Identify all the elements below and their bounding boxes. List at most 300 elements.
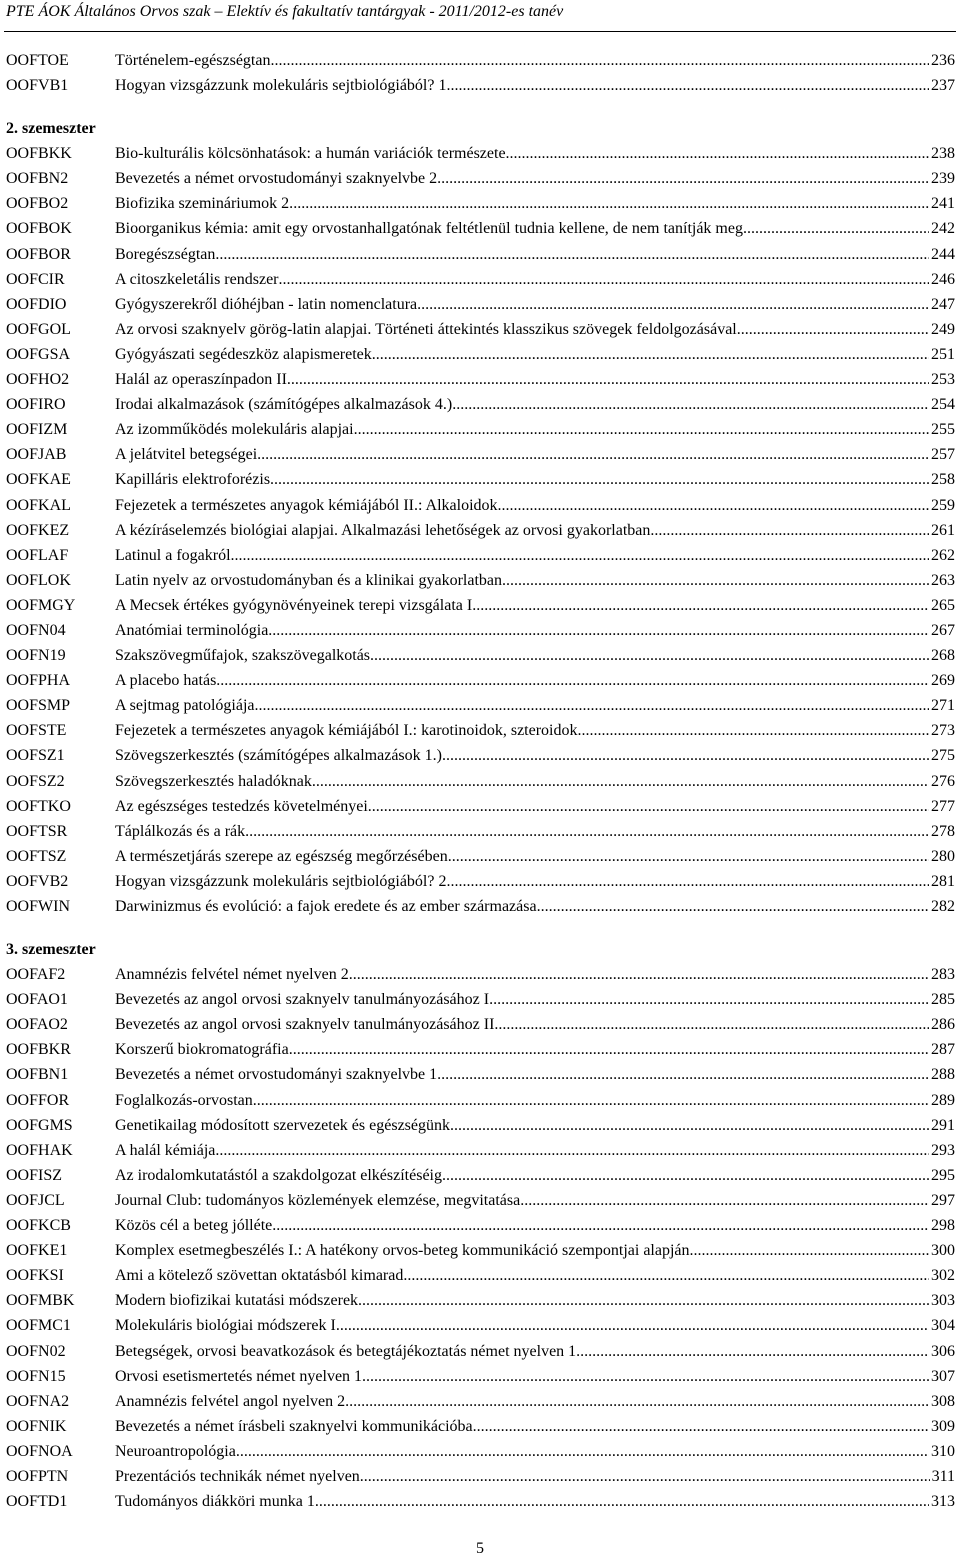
course-title: Ami a kötelező szövettan oktatásból kimarad	[115, 1267, 404, 1285]
course-code: OOFLAF	[6, 546, 69, 564]
toc-entry[interactable]	[6, 718, 955, 743]
dot-leader	[372, 342, 929, 367]
toc-entry[interactable]	[6, 769, 955, 794]
toc-entry[interactable]	[6, 242, 955, 267]
course-title-wrap	[115, 794, 929, 819]
course-title-wrap	[115, 141, 929, 166]
course-title: Az irodalomkutatástól a szakdolgozat elkészítéséig	[115, 1166, 442, 1184]
course-title-wrap	[115, 718, 929, 743]
course-title-wrap	[115, 894, 929, 919]
dot-leader	[498, 1012, 929, 1037]
toc-entry[interactable]	[6, 568, 955, 593]
course-title-wrap	[115, 467, 929, 492]
dot-leader	[493, 987, 929, 1012]
course-code: OOFSZ2	[6, 772, 65, 790]
page-ref: 277	[931, 797, 955, 815]
toc-entry[interactable]	[6, 869, 955, 894]
course-title-wrap	[115, 1263, 929, 1288]
course-title-wrap	[115, 962, 929, 987]
course-title: Az izomműködés molekuláris alapjai	[115, 421, 354, 439]
course-title: Tudományos diákköri munka 1.	[115, 1493, 319, 1511]
course-code: OOFN04	[6, 621, 66, 639]
course-title-wrap	[115, 191, 929, 216]
course-code: OOFSTE	[6, 722, 67, 740]
course-title-wrap	[115, 1138, 929, 1163]
toc-entry[interactable]	[6, 1364, 955, 1389]
course-code: OOFNA2	[6, 1392, 70, 1410]
course-code: OOFKSI	[6, 1267, 64, 1285]
dot-leader	[441, 166, 929, 191]
course-code: OOFPTN	[6, 1467, 69, 1485]
course-code: OOFN19	[6, 647, 66, 665]
toc-entry[interactable]	[6, 1339, 955, 1364]
course-title: Anatómiai terminológia	[115, 621, 269, 639]
toc-entry[interactable]	[6, 668, 955, 693]
course-title-wrap	[115, 367, 929, 392]
toc-entry[interactable]	[6, 1238, 955, 1263]
course-code: OOFGOL	[6, 320, 71, 338]
toc-entry[interactable]	[6, 1489, 955, 1514]
course-title: Journal Club: tudományos közlemények elemzése, megvitatása	[115, 1191, 521, 1209]
course-code: OOFN15	[6, 1367, 66, 1385]
page-number: 5	[476, 1540, 484, 1557]
course-title-wrap	[115, 987, 929, 1012]
page-ref: 251	[931, 345, 955, 363]
toc-entry[interactable]	[6, 1439, 955, 1464]
course-title-wrap	[115, 1037, 929, 1062]
toc-entry[interactable]	[6, 518, 955, 543]
page-ref: 307	[931, 1367, 955, 1385]
page-ref: 268	[931, 647, 955, 665]
section-heading: 2. szemeszter	[6, 120, 96, 138]
page-ref: 297	[931, 1191, 955, 1209]
dot-leader	[272, 1213, 929, 1238]
page-ref: 300	[931, 1242, 955, 1260]
dot-leader	[279, 267, 930, 292]
course-code: OOFVB1	[6, 77, 69, 95]
page-ref: 259	[931, 496, 955, 514]
course-code: OOFBN2	[6, 170, 69, 188]
section-gap	[6, 98, 955, 116]
dot-leader	[245, 819, 929, 844]
page-ref: 308	[931, 1392, 955, 1410]
page-ref: 246	[931, 270, 955, 288]
dot-leader	[215, 242, 929, 267]
dot-leader	[358, 1288, 929, 1313]
page-ref: 278	[931, 822, 955, 840]
course-title-wrap	[115, 1489, 929, 1514]
toc-entry[interactable]	[6, 1138, 955, 1163]
course-title: A placebo hatás	[115, 672, 217, 690]
course-title: Anamnézis felvétel angol nyelven 2.	[115, 1392, 350, 1410]
page-header: PTE ÁOK Általános Orvos szak – Elektív és fakultatív tantárgyak - 2011/2012-es tanév	[6, 3, 564, 20]
course-code: OOFTKO	[6, 797, 71, 815]
course-code: OOFKAE	[6, 471, 71, 489]
course-title: Betegségek, orvosi beavatkozások és betegtájékoztatás német nyelven 1.	[115, 1342, 581, 1360]
dot-leader	[366, 1364, 929, 1389]
course-title-wrap	[115, 1464, 930, 1489]
course-title-wrap	[115, 317, 929, 342]
course-title: A kézíráselemzés biológiai alapjai. Alkalmazási lehetőségek az orvosi gyakorlatban.	[115, 521, 655, 539]
course-title: Fejezetek a természetes anyagok kémiájából II.: Alkaloidok	[115, 496, 498, 514]
toc-entry[interactable]	[6, 342, 955, 367]
dot-leader	[255, 693, 929, 718]
dot-leader	[520, 1188, 929, 1213]
course-title: Genetikailag módosított szervezetek és egészségünk	[115, 1116, 450, 1134]
page-ref: 310	[931, 1442, 955, 1460]
course-title: A Mecsek értékes gyógynövényeinek terepi vizsgálata I.	[115, 596, 477, 614]
course-title: Szövegszerkesztés haladóknak	[115, 772, 312, 790]
dot-leader	[502, 568, 929, 593]
course-title-wrap	[115, 1088, 929, 1113]
toc-entry[interactable]	[6, 1313, 955, 1338]
course-code: OOFIRO	[6, 396, 66, 414]
course-title: Bevezetés a német orvostudományi szaknyelvbe 1.	[115, 1066, 442, 1084]
course-title-wrap	[115, 1012, 929, 1037]
dot-leader	[452, 392, 929, 417]
course-title: Biofizika szemináriumok 2.	[115, 195, 294, 213]
course-title: Közös cél a beteg jólléte	[115, 1217, 273, 1235]
course-title-wrap	[115, 643, 929, 668]
course-code: OOFKAL	[6, 496, 71, 514]
toc-entry[interactable]	[6, 467, 955, 492]
course-title-wrap	[115, 1439, 929, 1464]
page-ref: 242	[931, 220, 955, 238]
toc-entry[interactable]	[6, 1113, 955, 1138]
dot-leader	[253, 1088, 929, 1113]
course-title: Gyógyszerekről dióhéjban - latin nomenclatura	[115, 295, 418, 313]
toc-entry[interactable]	[6, 493, 955, 518]
page-ref: 276	[931, 772, 955, 790]
dot-leader	[340, 1313, 929, 1338]
course-title: Bevezetés az angol orvosi szaknyelv tanulmányozásához II.	[115, 1016, 499, 1034]
page-ref: 285	[931, 991, 955, 1009]
course-title: Az egészséges testedzés követelményei	[115, 797, 368, 815]
toc-entry[interactable]	[6, 543, 955, 568]
course-title: Bio-kulturális kölcsönhatások: a humán variációk természete	[115, 145, 506, 163]
course-code: OOFHO2	[6, 371, 70, 389]
page-ref: 254	[931, 396, 955, 414]
page-ref: 249	[931, 320, 955, 338]
page-ref: 255	[931, 421, 955, 439]
course-title-wrap	[115, 342, 929, 367]
course-title-wrap	[115, 442, 929, 467]
page-ref: 244	[931, 245, 955, 263]
toc-entry[interactable]	[6, 292, 955, 317]
dot-leader	[450, 869, 929, 894]
course-title-wrap	[115, 292, 929, 317]
dot-leader	[442, 743, 929, 768]
course-code: OOFJCL	[6, 1191, 65, 1209]
dot-leader	[448, 844, 929, 869]
course-title-wrap	[115, 1113, 929, 1138]
page-ref: 282	[931, 898, 955, 915]
toc-entry[interactable]	[6, 643, 955, 668]
toc-entry[interactable]	[6, 1213, 955, 1238]
course-code: OOFAF2	[6, 966, 66, 984]
course-code: OOFWIN	[6, 898, 70, 915]
dot-leader	[473, 1414, 929, 1439]
toc-entry[interactable]	[6, 141, 955, 166]
course-title-wrap	[115, 543, 929, 568]
dot-leader	[312, 769, 929, 794]
dot-leader	[580, 1339, 929, 1364]
course-title-wrap	[115, 1339, 929, 1364]
toc-entry[interactable]	[6, 844, 955, 869]
course-title: Korszerű biokromatográfia	[115, 1041, 289, 1059]
course-title-wrap	[115, 1288, 929, 1313]
page-ref: 298	[931, 1217, 955, 1235]
toc-entry[interactable]	[6, 794, 955, 819]
toc-entry[interactable]	[6, 417, 955, 442]
course-code: OOFJAB	[6, 446, 67, 464]
course-code: OOFVB2	[6, 872, 69, 890]
course-title: Hogyan vizsgázzunk molekuláris sejtbiológiából? 1.	[115, 77, 451, 95]
dot-leader	[403, 1263, 929, 1288]
course-code: OOFLOK	[6, 571, 71, 589]
toc-entry[interactable]	[6, 1288, 955, 1313]
course-title-wrap	[115, 73, 929, 98]
course-code: OOFAO2	[6, 1016, 68, 1034]
course-title-wrap	[115, 819, 929, 844]
dot-leader	[215, 1138, 929, 1163]
course-title: Neuroantropológia	[115, 1442, 236, 1460]
page-ref: 271	[931, 697, 955, 715]
course-code: OOFNIK	[6, 1417, 67, 1435]
section-heading: 3. szemeszter	[6, 941, 96, 959]
toc-entry[interactable]	[6, 962, 955, 987]
toc-entry[interactable]	[6, 73, 955, 98]
course-code: OOFBOR	[6, 245, 71, 263]
toc-entry[interactable]	[6, 743, 955, 768]
toc-entry[interactable]	[6, 1037, 955, 1062]
section-gap	[6, 919, 955, 937]
dot-leader	[289, 1037, 929, 1062]
dot-leader	[293, 191, 929, 216]
course-code: OOFBOK	[6, 220, 72, 238]
course-title: Az orvosi szaknyelv görög-latin alapjai. Történeti áttekintés klasszikus szövegek feldolgozásával	[115, 320, 737, 338]
course-code: OOFCIR	[6, 270, 65, 288]
course-code: OOFKEZ	[6, 521, 70, 539]
page-ref: 291	[931, 1116, 955, 1134]
page-ref: 280	[931, 847, 955, 865]
toc-entry[interactable]	[6, 191, 955, 216]
course-title-wrap	[115, 869, 929, 894]
course-title: Halál az operaszínpadon II.	[115, 371, 291, 389]
course-title: Táplálkozás és a rák	[115, 822, 246, 840]
toc-entry[interactable]	[6, 1188, 955, 1213]
course-code: OOFMGY	[6, 596, 76, 614]
page-ref: 275	[931, 747, 955, 765]
page-ref: 237	[931, 77, 955, 95]
course-code: OOFGSA	[6, 345, 71, 363]
page-ref: 303	[931, 1292, 955, 1310]
page-ref: 288	[931, 1066, 955, 1084]
dot-leader	[743, 216, 929, 241]
page-ref: 265	[931, 596, 955, 614]
dot-leader	[360, 1464, 930, 1489]
course-code: OOFFOR	[6, 1091, 70, 1109]
course-title-wrap	[115, 568, 929, 593]
course-code: OOFTSR	[6, 822, 68, 840]
course-code: OOFN02	[6, 1342, 66, 1360]
course-title: Szakszövegműfajok, szakszövegalkotás	[115, 647, 371, 665]
page-ref: 295	[931, 1166, 955, 1184]
page-ref: 239	[931, 170, 955, 188]
dot-leader	[506, 141, 929, 166]
dot-leader	[737, 317, 929, 342]
course-code: OOFTOE	[6, 52, 69, 69]
dot-leader	[353, 962, 929, 987]
toc-entry[interactable]	[6, 367, 955, 392]
course-title: Anamnézis felvétel német nyelven 2.	[115, 966, 353, 984]
toc-entry[interactable]	[6, 1062, 955, 1087]
course-title: Kapilláris elektroforézis	[115, 471, 271, 489]
page-ref: 247	[931, 295, 955, 313]
course-code: OOFBKR	[6, 1041, 71, 1059]
course-code: OOFTSZ	[6, 847, 67, 865]
course-title-wrap	[115, 844, 929, 869]
toc-entry[interactable]	[6, 166, 955, 191]
course-title: Hogyan vizsgázzunk molekuláris sejtbiológiából? 2.	[115, 872, 451, 890]
course-title-wrap	[115, 668, 929, 693]
page-ref: 309	[931, 1417, 955, 1435]
dot-leader	[231, 543, 929, 568]
toc-entry[interactable]	[6, 1414, 955, 1439]
course-code: OOFAO1	[6, 991, 68, 1009]
course-title-wrap	[115, 1163, 929, 1188]
course-title: Bioorganikus kémia: amit egy orvostanhallgatónak feltétlenül tudnia kellene, de nem tanítják meg	[115, 220, 743, 238]
course-title-wrap	[115, 1414, 929, 1439]
dot-leader	[370, 643, 929, 668]
toc-entry[interactable]	[6, 1389, 955, 1414]
toc-entry[interactable]	[6, 1088, 955, 1113]
toc-entry[interactable]	[6, 1464, 955, 1489]
page-ref: 273	[931, 722, 955, 740]
course-title-wrap	[115, 1238, 929, 1263]
course-code: OOFBO2	[6, 195, 69, 213]
page-ref: 261	[931, 521, 955, 539]
course-title-wrap	[115, 769, 929, 794]
course-title-wrap	[115, 1188, 929, 1213]
dot-leader	[270, 48, 929, 73]
course-title: Komplex esetmegbeszélés I.: A hatékony orvos-beteg kommunikáció szempontjai alapján	[115, 1242, 690, 1260]
course-title-wrap	[115, 1313, 929, 1338]
course-title: Modern biofizikai kutatási módszerek	[115, 1292, 359, 1310]
dot-leader	[417, 292, 929, 317]
toc-entry[interactable]	[6, 1012, 955, 1037]
dot-leader	[498, 493, 929, 518]
course-code: OOFKE1	[6, 1242, 68, 1260]
course-title-wrap	[115, 166, 929, 191]
course-code: OOFGMS	[6, 1116, 73, 1134]
course-title-wrap	[115, 693, 929, 718]
page-ref: 306	[931, 1342, 955, 1360]
page-ref: 269	[931, 672, 955, 690]
course-title: A természetjárás szerepe az egészség megőrzésében	[115, 847, 448, 865]
course-code: OOFISZ	[6, 1166, 63, 1184]
course-code: OOFMC1	[6, 1317, 71, 1335]
dot-leader	[268, 618, 929, 643]
toc-entry[interactable]	[6, 819, 955, 844]
course-title-wrap	[115, 242, 929, 267]
page-ref: 283	[931, 966, 955, 984]
course-title: Gyógyászati segédeszköz alapismeretek	[115, 345, 372, 363]
course-title: A jelátvitel betegségei	[115, 446, 258, 464]
dot-leader	[368, 794, 929, 819]
course-title-wrap	[115, 743, 929, 768]
course-title-wrap	[115, 417, 929, 442]
dot-leader	[216, 668, 929, 693]
course-title: Szövegszerkesztés (számítógépes alkalmazások 1.)	[115, 747, 442, 765]
dot-leader	[578, 718, 930, 743]
toc-entry[interactable]	[6, 392, 955, 417]
page-ref: 304	[931, 1317, 955, 1335]
toc-entry[interactable]	[6, 1163, 955, 1188]
course-title: Bevezetés a német orvostudományi szaknyelvbe 2.	[115, 170, 442, 188]
page-ref: 238	[931, 145, 955, 163]
toc-entry[interactable]	[6, 894, 955, 919]
toc-entry[interactable]	[6, 317, 955, 342]
course-title: Latin nyelv az orvostudományban és a klinikai gyakorlatban	[115, 571, 502, 589]
course-title-wrap	[115, 267, 929, 292]
dot-leader	[291, 367, 929, 392]
toc-entry[interactable]	[6, 1263, 955, 1288]
table-of-contents	[6, 48, 955, 1514]
course-code: OOFBN1	[6, 1066, 69, 1084]
course-title-wrap	[115, 48, 929, 73]
course-title: Darwinizmus és evolúció: a fajok eredete és az ember származása	[115, 898, 537, 915]
course-title: A citoszkeletális rendszer	[115, 270, 279, 288]
course-title: Orvosi esetismertetés német nyelven 1.	[115, 1367, 367, 1385]
page-ref: 258	[931, 471, 955, 489]
page-ref: 257	[931, 446, 955, 464]
course-title: Molekuláris biológiai módszerek I.	[115, 1317, 340, 1335]
dot-leader	[270, 467, 929, 492]
course-title-wrap	[115, 1389, 929, 1414]
page-ref: 289	[931, 1091, 955, 1109]
course-code: OOFHAK	[6, 1141, 73, 1159]
toc-entry[interactable]	[6, 267, 955, 292]
course-code: OOFSZ1	[6, 747, 65, 765]
course-title: A sejtmag patológiája	[115, 697, 255, 715]
toc-entry[interactable]	[6, 216, 955, 241]
course-title: Történelem-egészségtan	[115, 52, 271, 69]
dot-leader	[442, 1163, 929, 1188]
toc-entry[interactable]	[6, 618, 955, 643]
course-title-wrap	[115, 518, 929, 543]
dot-leader	[354, 417, 929, 442]
page-ref: 267	[931, 621, 955, 639]
course-title-wrap	[115, 1364, 929, 1389]
course-title: Boregészségtan	[115, 245, 216, 263]
dot-leader	[690, 1238, 929, 1263]
toc-entry[interactable]	[6, 48, 955, 73]
toc-entry[interactable]	[6, 593, 955, 618]
course-title: Fejezetek a természetes anyagok kémiájából I.: karotinoidok, szteroidok	[115, 722, 578, 740]
course-title: Latinul a fogakról	[115, 546, 231, 564]
page-ref: 293	[931, 1141, 955, 1159]
dot-leader	[476, 593, 929, 618]
toc-entry[interactable]	[6, 693, 955, 718]
toc-entry[interactable]	[6, 987, 955, 1012]
toc-entry[interactable]	[6, 442, 955, 467]
course-code: OOFDIO	[6, 295, 67, 313]
page-ref: 236	[931, 52, 955, 69]
header-rule	[4, 31, 956, 32]
dot-leader	[537, 894, 929, 919]
course-title-wrap	[115, 618, 929, 643]
